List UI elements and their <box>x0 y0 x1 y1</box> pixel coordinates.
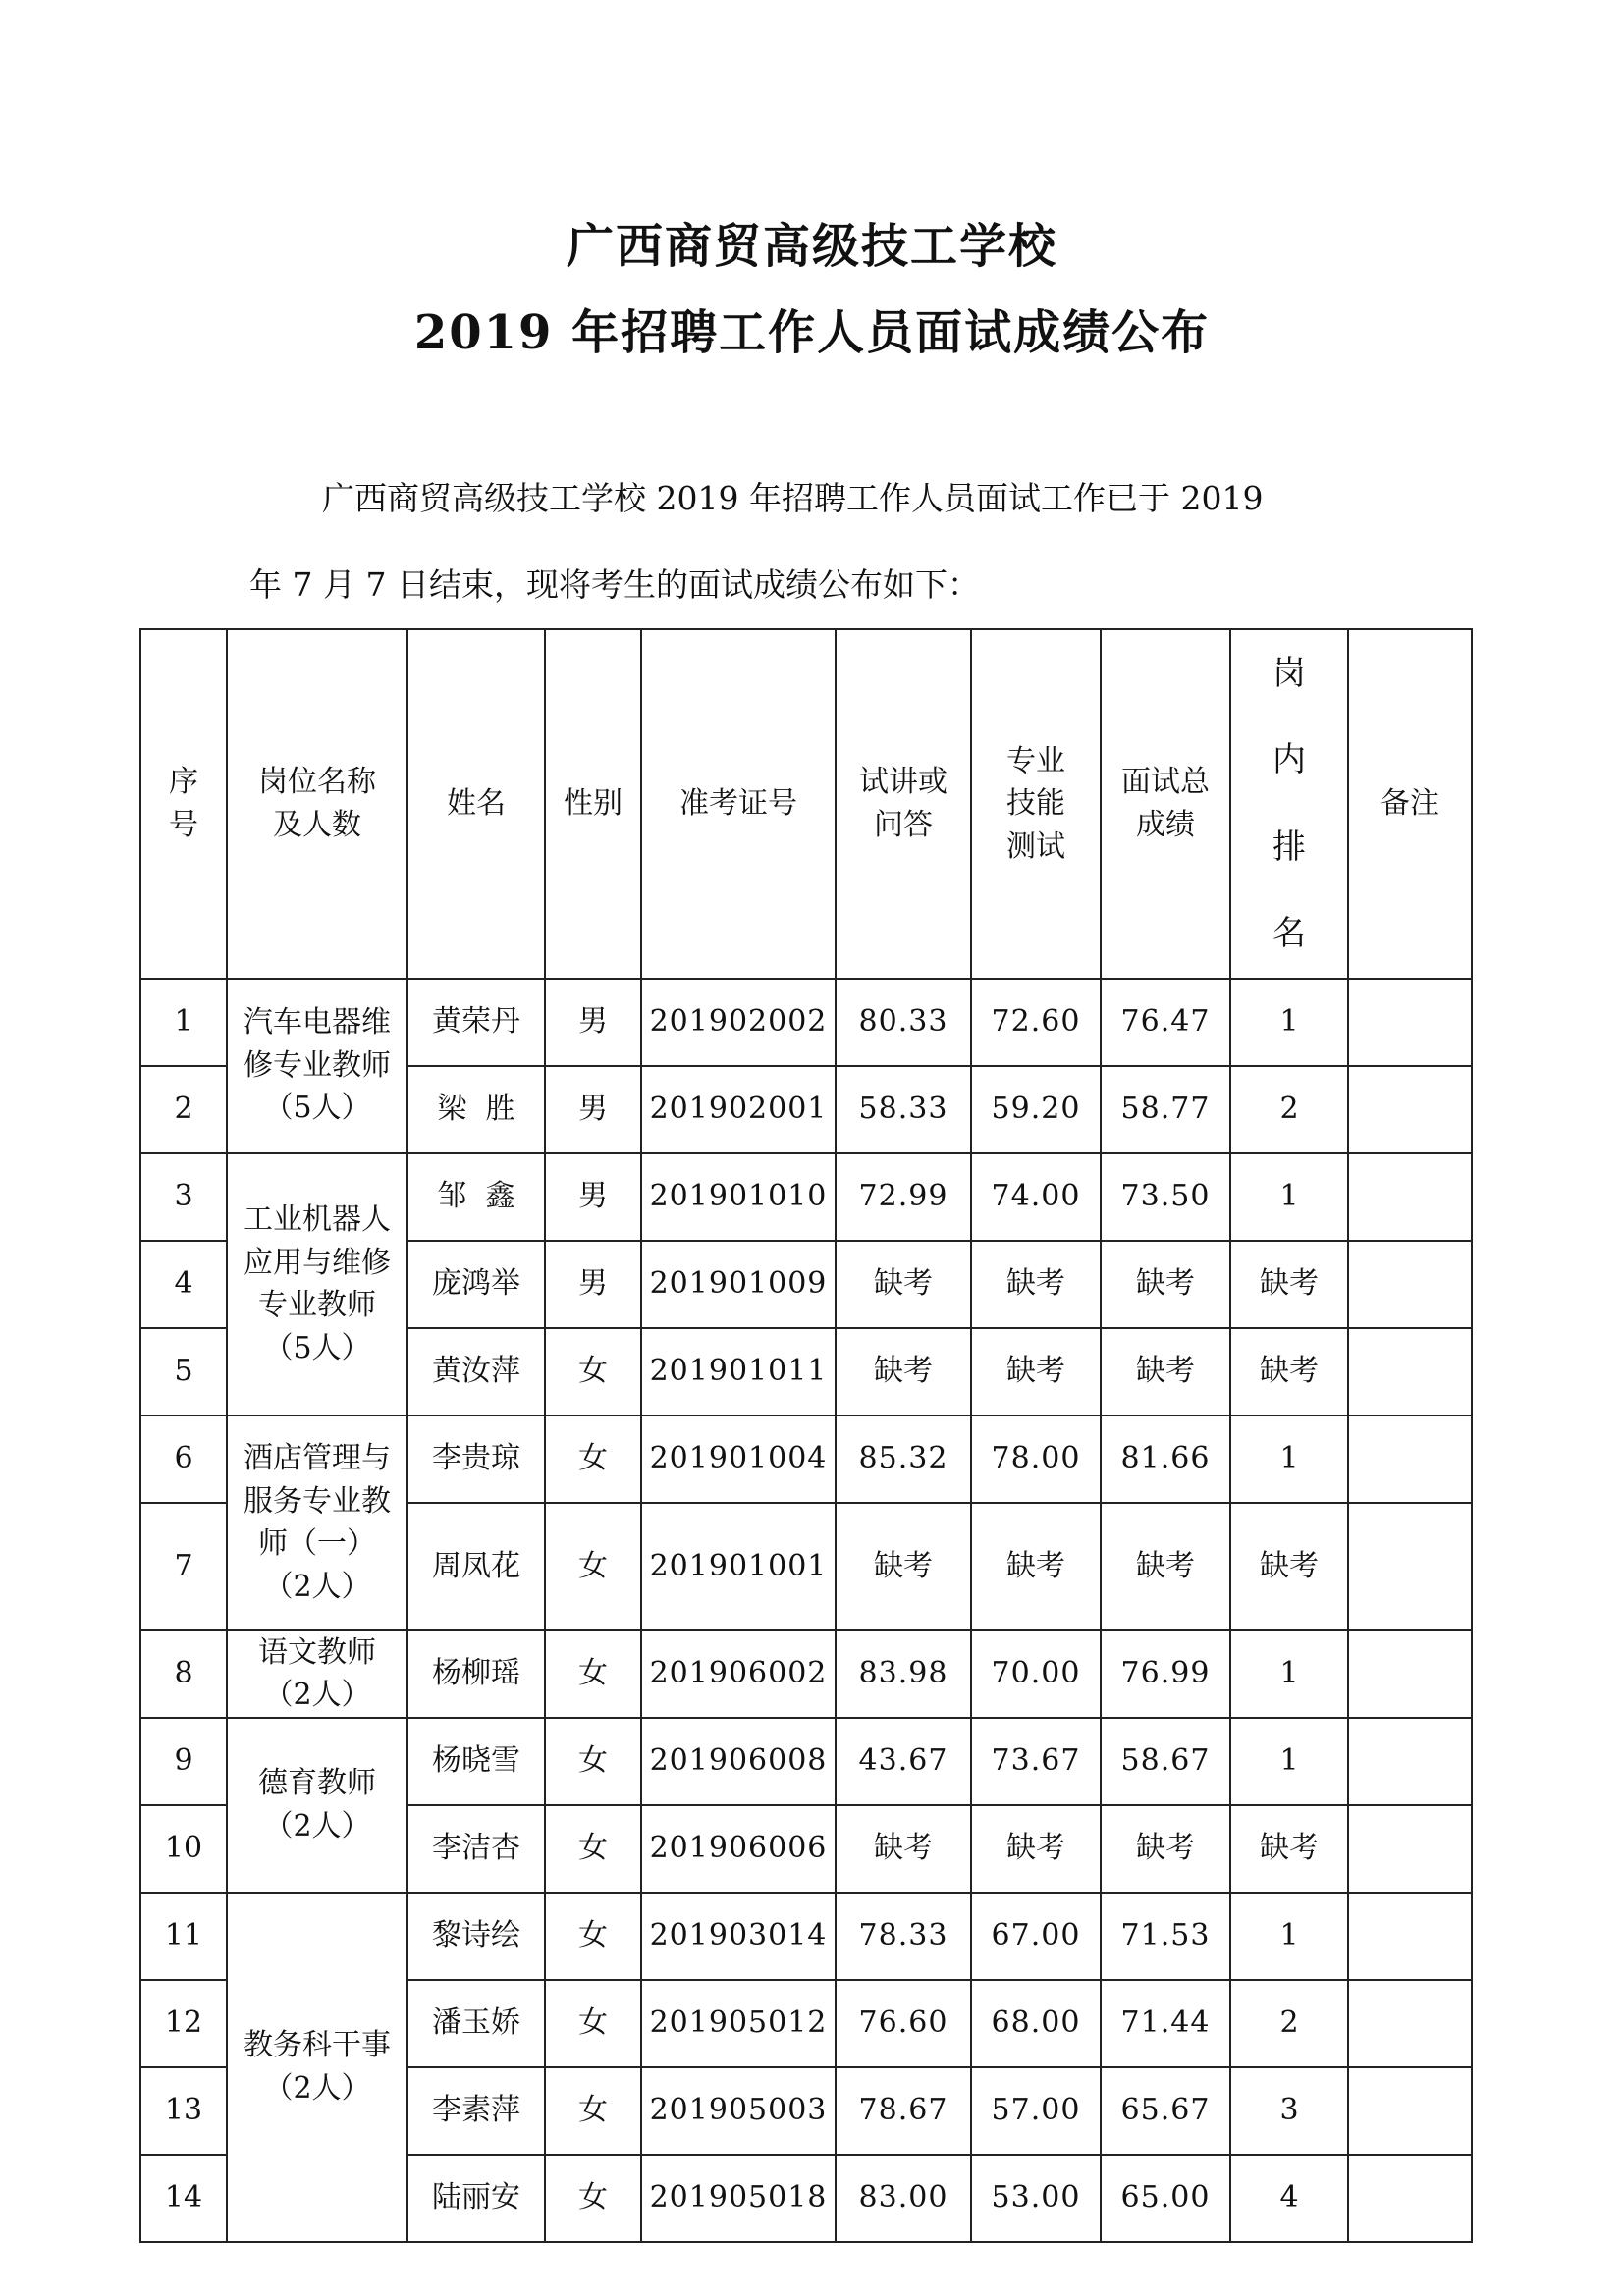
table-row <box>140 1893 1472 1980</box>
cell-rank: 1 <box>1230 1718 1348 1805</box>
cell-ticket: 201905012 <box>641 1980 836 2067</box>
table-row <box>140 1718 1472 1805</box>
cell-ticket: 201906008 <box>641 1718 836 1805</box>
header-lecture: 试讲或问答 <box>836 629 971 979</box>
cell-remark <box>1348 1241 1472 1328</box>
cell-ticket: 201906002 <box>641 1630 836 1718</box>
cell-name: 周凤花 <box>407 1503 545 1630</box>
cell-name: 庞鸿举 <box>407 1241 545 1328</box>
cell-rank: 2 <box>1230 1066 1348 1153</box>
header-name: 姓名 <box>407 629 545 979</box>
cell-remark <box>1348 2067 1472 2155</box>
cell-lecture: 83.98 <box>836 1630 971 1718</box>
cell-total: 76.99 <box>1101 1630 1230 1718</box>
cell-remark <box>1348 1980 1472 2067</box>
cell-gender: 男 <box>545 979 641 1066</box>
cell-gender: 男 <box>545 1153 641 1241</box>
cell-total: 71.53 <box>1101 1893 1230 1980</box>
cell-skill: 缺考 <box>971 1503 1101 1630</box>
cell-name: 黄荣丹 <box>407 979 545 1066</box>
cell-name: 李贵琼 <box>407 1415 545 1503</box>
cell-skill: 74.00 <box>971 1153 1101 1241</box>
cell-lecture: 缺考 <box>836 1328 971 1415</box>
cell-ticket: 201901010 <box>641 1153 836 1241</box>
cell-lecture: 缺考 <box>836 1241 971 1328</box>
cell-rank: 缺考 <box>1230 1241 1348 1328</box>
cell-skill: 缺考 <box>971 1805 1101 1893</box>
cell-name: 杨晓雪 <box>407 1718 545 1805</box>
cell-total: 58.67 <box>1101 1718 1230 1805</box>
cell-total: 缺考 <box>1101 1805 1230 1893</box>
cell-position: 教务科干事（2人） <box>227 1893 407 2242</box>
cell-rank: 3 <box>1230 2067 1348 2155</box>
cell-gender: 女 <box>545 1718 641 1805</box>
interview-score-table <box>139 628 1473 2243</box>
cell-name: 黄汝萍 <box>407 1328 545 1415</box>
header-gender: 性别 <box>545 629 641 979</box>
cell-lecture: 78.67 <box>836 2067 971 2155</box>
cell-skill: 缺考 <box>971 1328 1101 1415</box>
cell-rank: 缺考 <box>1230 1328 1348 1415</box>
cell-lecture: 85.32 <box>836 1415 971 1503</box>
header-remark: 备注 <box>1348 629 1472 979</box>
cell-ticket: 201901009 <box>641 1241 836 1328</box>
cell-gender: 男 <box>545 1241 641 1328</box>
cell-name: 潘玉娇 <box>407 1980 545 2067</box>
cell-remark <box>1348 1718 1472 1805</box>
cell-lecture: 58.33 <box>836 1066 971 1153</box>
cell-gender: 女 <box>545 2067 641 2155</box>
cell-name: 陆丽安 <box>407 2155 545 2242</box>
cell-lecture: 43.67 <box>836 1718 971 1805</box>
cell-total: 81.66 <box>1101 1415 1230 1503</box>
header-total: 面试总成绩 <box>1101 629 1230 979</box>
cell-lecture: 80.33 <box>836 979 971 1066</box>
cell-lecture: 缺考 <box>836 1805 971 1893</box>
cell-rank: 1 <box>1230 1630 1348 1718</box>
cell-seq: 8 <box>140 1630 227 1718</box>
cell-seq: 11 <box>140 1893 227 1980</box>
table-row <box>140 1153 1472 1241</box>
cell-rank: 缺考 <box>1230 1805 1348 1893</box>
cell-total: 缺考 <box>1101 1241 1230 1328</box>
cell-lecture: 78.33 <box>836 1893 971 1980</box>
cell-rank: 缺考 <box>1230 1503 1348 1630</box>
cell-skill: 68.00 <box>971 1980 1101 2067</box>
cell-lecture: 83.00 <box>836 2155 971 2242</box>
cell-gender: 女 <box>545 1630 641 1718</box>
cell-ticket: 201905003 <box>641 2067 836 2155</box>
cell-name: 杨柳瑶 <box>407 1630 545 1718</box>
table-row <box>140 1415 1472 1503</box>
header-position: 岗位名称及人数 <box>227 629 407 979</box>
table-row <box>140 1630 1472 1718</box>
cell-ticket: 201902002 <box>641 979 836 1066</box>
cell-remark <box>1348 1893 1472 1980</box>
cell-gender: 女 <box>545 2155 641 2242</box>
cell-name: 黎诗绘 <box>407 1893 545 1980</box>
cell-ticket: 201906006 <box>641 1805 836 1893</box>
cell-ticket: 201905018 <box>641 2155 836 2242</box>
cell-ticket: 201901011 <box>641 1328 836 1415</box>
cell-skill: 67.00 <box>971 1893 1101 1980</box>
cell-seq: 13 <box>140 2067 227 2155</box>
header-seq: 序号 <box>140 629 227 979</box>
cell-seq: 2 <box>140 1066 227 1153</box>
header-skill: 专业技能测试 <box>971 629 1101 979</box>
cell-total: 76.47 <box>1101 979 1230 1066</box>
cell-gender: 女 <box>545 1503 641 1630</box>
cell-lecture: 76.60 <box>836 1980 971 2067</box>
cell-position: 汽车电器维修专业教师（5人） <box>227 979 407 1153</box>
cell-skill: 72.60 <box>971 979 1101 1066</box>
cell-rank: 4 <box>1230 2155 1348 2242</box>
cell-remark <box>1348 1328 1472 1415</box>
cell-position: 酒店管理与服务专业教师（一）（2人） <box>227 1415 407 1630</box>
cell-gender: 女 <box>545 1893 641 1980</box>
cell-seq: 6 <box>140 1415 227 1503</box>
cell-seq: 3 <box>140 1153 227 1241</box>
cell-total: 缺考 <box>1101 1328 1230 1415</box>
cell-skill: 57.00 <box>971 2067 1101 2155</box>
cell-skill: 78.00 <box>971 1415 1101 1503</box>
cell-seq: 12 <box>140 1980 227 2067</box>
cell-total: 缺考 <box>1101 1503 1230 1630</box>
cell-rank: 1 <box>1230 1153 1348 1241</box>
cell-remark <box>1348 1415 1472 1503</box>
cell-name: 邹 鑫 <box>407 1153 545 1241</box>
cell-position: 德育教师（2人） <box>227 1718 407 1893</box>
cell-name: 李洁杏 <box>407 1805 545 1893</box>
cell-total: 71.44 <box>1101 1980 1230 2067</box>
header-rank: 岗内排名 <box>1230 629 1348 979</box>
cell-gender: 女 <box>545 1415 641 1503</box>
intro-paragraph-line-1: 广西商贸高级技工学校 2019 年招聘工作人员面试工作已于 2019 <box>322 479 1264 517</box>
cell-gender: 女 <box>545 1980 641 2067</box>
cell-total: 65.00 <box>1101 2155 1230 2242</box>
cell-remark <box>1348 1503 1472 1630</box>
cell-seq: 4 <box>140 1241 227 1328</box>
cell-rank: 2 <box>1230 1980 1348 2067</box>
cell-remark <box>1348 1805 1472 1893</box>
cell-rank: 1 <box>1230 1415 1348 1503</box>
cell-total: 65.67 <box>1101 2067 1230 2155</box>
cell-name: 梁 胜 <box>407 1066 545 1153</box>
cell-remark <box>1348 1153 1472 1241</box>
cell-skill: 70.00 <box>971 1630 1101 1718</box>
cell-total: 58.77 <box>1101 1066 1230 1153</box>
cell-seq: 10 <box>140 1805 227 1893</box>
cell-seq: 7 <box>140 1503 227 1630</box>
cell-remark <box>1348 2155 1472 2242</box>
cell-seq: 5 <box>140 1328 227 1415</box>
cell-name: 李素萍 <box>407 2067 545 2155</box>
cell-position: 语文教师（2人） <box>227 1630 407 1718</box>
cell-lecture: 72.99 <box>836 1153 971 1241</box>
cell-gender: 女 <box>545 1328 641 1415</box>
cell-remark <box>1348 1630 1472 1718</box>
cell-ticket: 201901004 <box>641 1415 836 1503</box>
header-ticket: 准考证号 <box>641 629 836 979</box>
cell-gender: 男 <box>545 1066 641 1153</box>
cell-skill: 59.20 <box>971 1066 1101 1153</box>
cell-lecture: 缺考 <box>836 1503 971 1630</box>
cell-rank: 1 <box>1230 1893 1348 1980</box>
document-title: 广西商贸高级技工学校 <box>566 219 1057 274</box>
cell-seq: 9 <box>140 1718 227 1805</box>
table-header-row <box>140 629 1472 979</box>
cell-seq: 1 <box>140 979 227 1066</box>
cell-skill: 缺考 <box>971 1241 1101 1328</box>
cell-position: 工业机器人应用与维修专业教师（5人） <box>227 1153 407 1415</box>
cell-ticket: 201903014 <box>641 1893 836 1980</box>
cell-rank: 1 <box>1230 979 1348 1066</box>
cell-skill: 53.00 <box>971 2155 1101 2242</box>
cell-gender: 女 <box>545 1805 641 1893</box>
cell-ticket: 201901001 <box>641 1503 836 1630</box>
cell-remark <box>1348 1066 1472 1153</box>
cell-seq: 14 <box>140 2155 227 2242</box>
cell-total: 73.50 <box>1101 1153 1230 1241</box>
table-row <box>140 979 1472 1066</box>
document-subtitle: 2019 年招聘工作人员面试成绩公布 <box>413 305 1211 360</box>
cell-ticket: 201902001 <box>641 1066 836 1153</box>
intro-paragraph-line-2: 年 7 月 7 日结束，现将考生的面试成绩公布如下： <box>249 565 980 604</box>
cell-remark <box>1348 979 1472 1066</box>
cell-skill: 73.67 <box>971 1718 1101 1805</box>
